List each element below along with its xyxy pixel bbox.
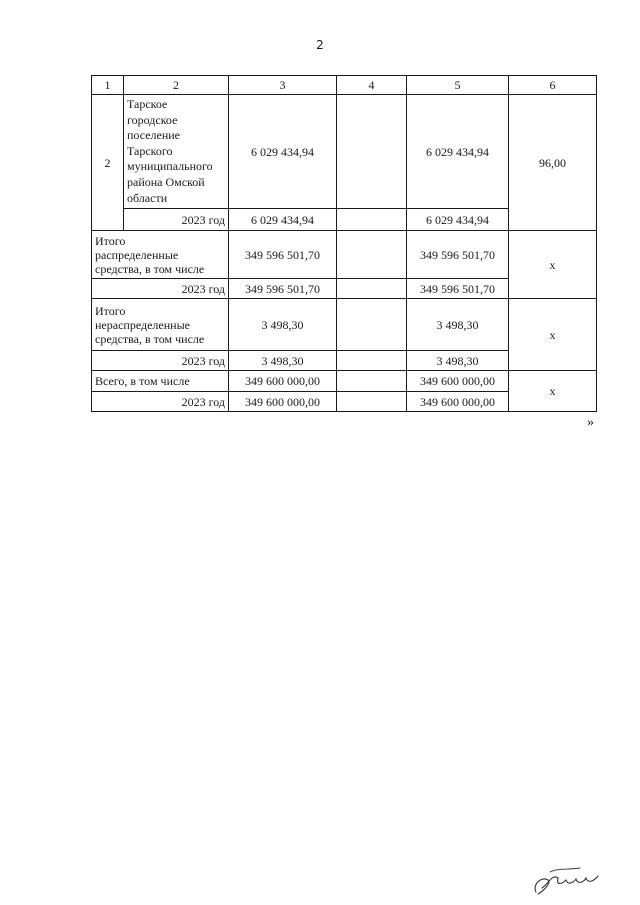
amount-cell: 6 029 434,94 [229,209,337,231]
header-cell: 5 [407,76,509,95]
municipality-name-line: муниципального [127,159,213,174]
header-cell: 6 [509,76,597,95]
empty-cell [337,299,407,351]
amount-cell [337,95,407,209]
empty-cell [337,231,407,279]
empty-cell [337,279,407,299]
amount-cell: 349 596 501,70 [407,231,509,279]
amount-cell: 349 596 501,70 [229,231,337,279]
municipality-name-line: Тарского [127,143,173,158]
budget-table [91,75,597,412]
header-cell: 4 [337,76,407,95]
year-label: 2023 год [92,351,229,371]
signature-icon [528,862,608,902]
amount-cell: 6 029 434,94 [407,209,509,231]
municipality-name-line: городское [127,112,178,127]
municipality-name-line: поселение [127,128,181,143]
amount-cell: 3 498,30 [407,351,509,371]
total-label: Всего, в том числе [92,371,229,392]
table-row [92,231,597,279]
x-mark-cell: х [509,371,597,412]
amount-cell: 3 498,30 [407,299,509,351]
label-line: средства, в том числе [95,261,205,276]
year-label: 2023 год [92,279,229,299]
amount-cell: 349 596 501,70 [407,279,509,299]
label-line: распределенные [95,247,179,262]
municipality-name-line: области [127,190,168,205]
year-label: 2023 год [92,392,229,412]
amount-cell: 349 600 000,00 [407,371,509,392]
header-cell: 3 [229,76,337,95]
municipality-name [124,95,229,209]
label-line: Итого [95,303,126,318]
amount-cell: 349 600 000,00 [229,371,337,392]
distributed-label [92,231,229,279]
empty-cell [337,351,407,371]
percent-cell: 96,00 [509,95,597,231]
empty-cell [337,392,407,412]
amount-cell: 349 596 501,70 [229,279,337,299]
x-mark-cell: х [509,299,597,371]
amount-cell: 6 029 434,94 [407,95,509,209]
page-number: 2 [316,38,324,52]
header-cell: 2 [124,76,229,95]
label-line: средства, в том числе [95,331,205,346]
empty-cell [337,371,407,392]
header-cell: 1 [92,76,124,95]
amount-cell: 349 600 000,00 [229,392,337,412]
undistributed-label [92,299,229,351]
amount-cell: 6 029 434,94 [229,95,337,209]
label-line: Итого [95,233,126,248]
amount-cell: 3 498,30 [229,351,337,371]
table-row [92,371,597,392]
amount-cell [337,209,407,231]
label-line: нераспределенные [95,317,190,332]
amount-cell: 349 600 000,00 [407,392,509,412]
x-mark-cell: х [509,231,597,299]
municipality-name-line: района Омской [127,174,205,189]
year-label: 2023 год [124,209,229,231]
table-row [92,299,597,351]
table-header-row [92,76,597,95]
table-row [92,95,597,209]
closing-quote: » [587,415,594,430]
municipality-name-line: Тарское [127,97,168,111]
row-number: 2 [92,95,124,231]
amount-cell: 3 498,30 [229,299,337,351]
